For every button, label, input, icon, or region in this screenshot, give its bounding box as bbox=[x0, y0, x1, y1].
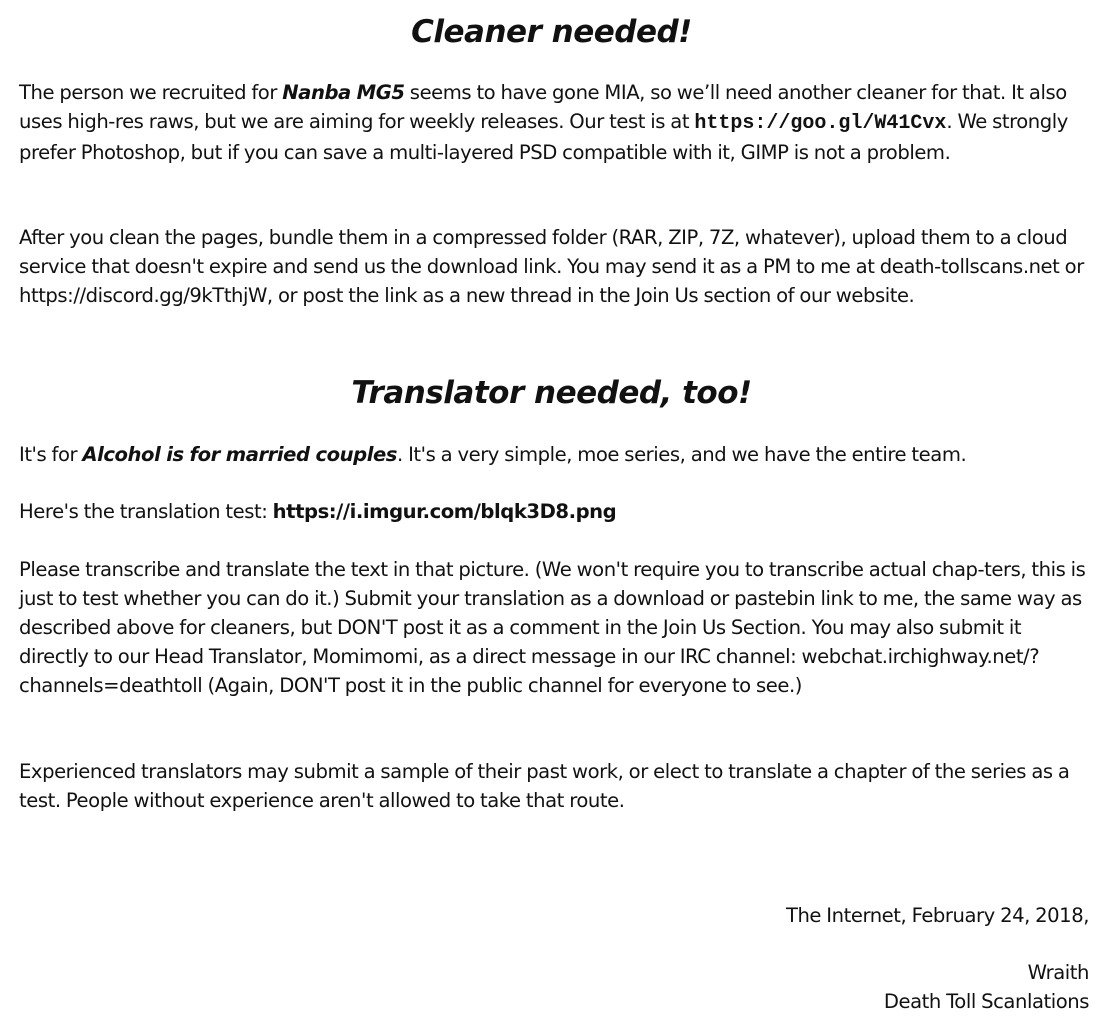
cleaner-software-text: . We strongly prefer Photoshop, but if you can save a multi-layered PSD compatible with it, GIMP is not a problem. bbox=[19, 110, 1068, 164]
cleaner-paragraph-2: After you clean the pages, bundle them in a compressed folder (RAR, ZIP, 7Z, whatever), upload them to a cloud service that doesn't expire and send us the download link. You may send it as a PM to me at death-tollscans.net or https://discord.gg/9kTthjW, or post the link as a new thread in the Join Us section of our website. bbox=[19, 226, 1084, 307]
translator-paragraph-4: Experienced translators may submit a sample of their past work, or elect to translate a chapter of the series as a test. People without experience aren't allowed to take that route. bbox=[19, 760, 1070, 812]
cleaner-series-title: Nanba MG5 bbox=[282, 81, 405, 104]
translator-paragraph-1 bbox=[19, 440, 1089, 469]
translator-heading: Translator needed, too! bbox=[351, 375, 752, 411]
cleaner-paragraph-1 bbox=[19, 78, 1089, 167]
cleaner-details-text: seems to have gone MIA, so we’ll need another cleaner for that. It also uses high-res raws, but we are aiming for weekly releases. Our test is at bbox=[19, 81, 1067, 133]
signature-name: Wraith bbox=[1027, 961, 1089, 984]
cleaner-test-link[interactable]: https://goo.gl/W41Cvx bbox=[694, 112, 947, 135]
translator-intro-text: It's for bbox=[19, 443, 83, 466]
cleaner-intro-text: The person we recruited for bbox=[19, 81, 283, 104]
translation-test-link[interactable]: https://i.imgur.com/blqk3D8.png bbox=[272, 500, 617, 523]
translator-paragraph-3: Please transcribe and translate the text in that picture. (We won't require you to transcribe actual chap-ters, this is just to test whether you can do it.) Submit your translation as a download or pastebin link to me, the same way as described above for cleaners, but DON'T post it as a comment in the Join Us Section. You may also submit it directly to our Head Translator, Momimomi, as a direct message in our IRC channel: webchat.irchighway.net/?channels=deathtoll (Again, DON'T post it in the public channel for everyone to see.) bbox=[19, 558, 1086, 697]
signature-place-date: The Internet, February 24, 2018, bbox=[785, 904, 1089, 927]
translation-test-label: Here's the translation test: bbox=[19, 500, 273, 523]
translator-series-title: Alcohol is for married couples bbox=[82, 443, 398, 466]
cleaner-heading: Cleaner needed! bbox=[411, 14, 692, 50]
translator-paragraph-2 bbox=[19, 497, 1089, 526]
signature-group: Death Toll Scanlations bbox=[883, 990, 1089, 1013]
translator-team-text: . It's a very simple, moe series, and we have the entire team. bbox=[397, 443, 967, 466]
